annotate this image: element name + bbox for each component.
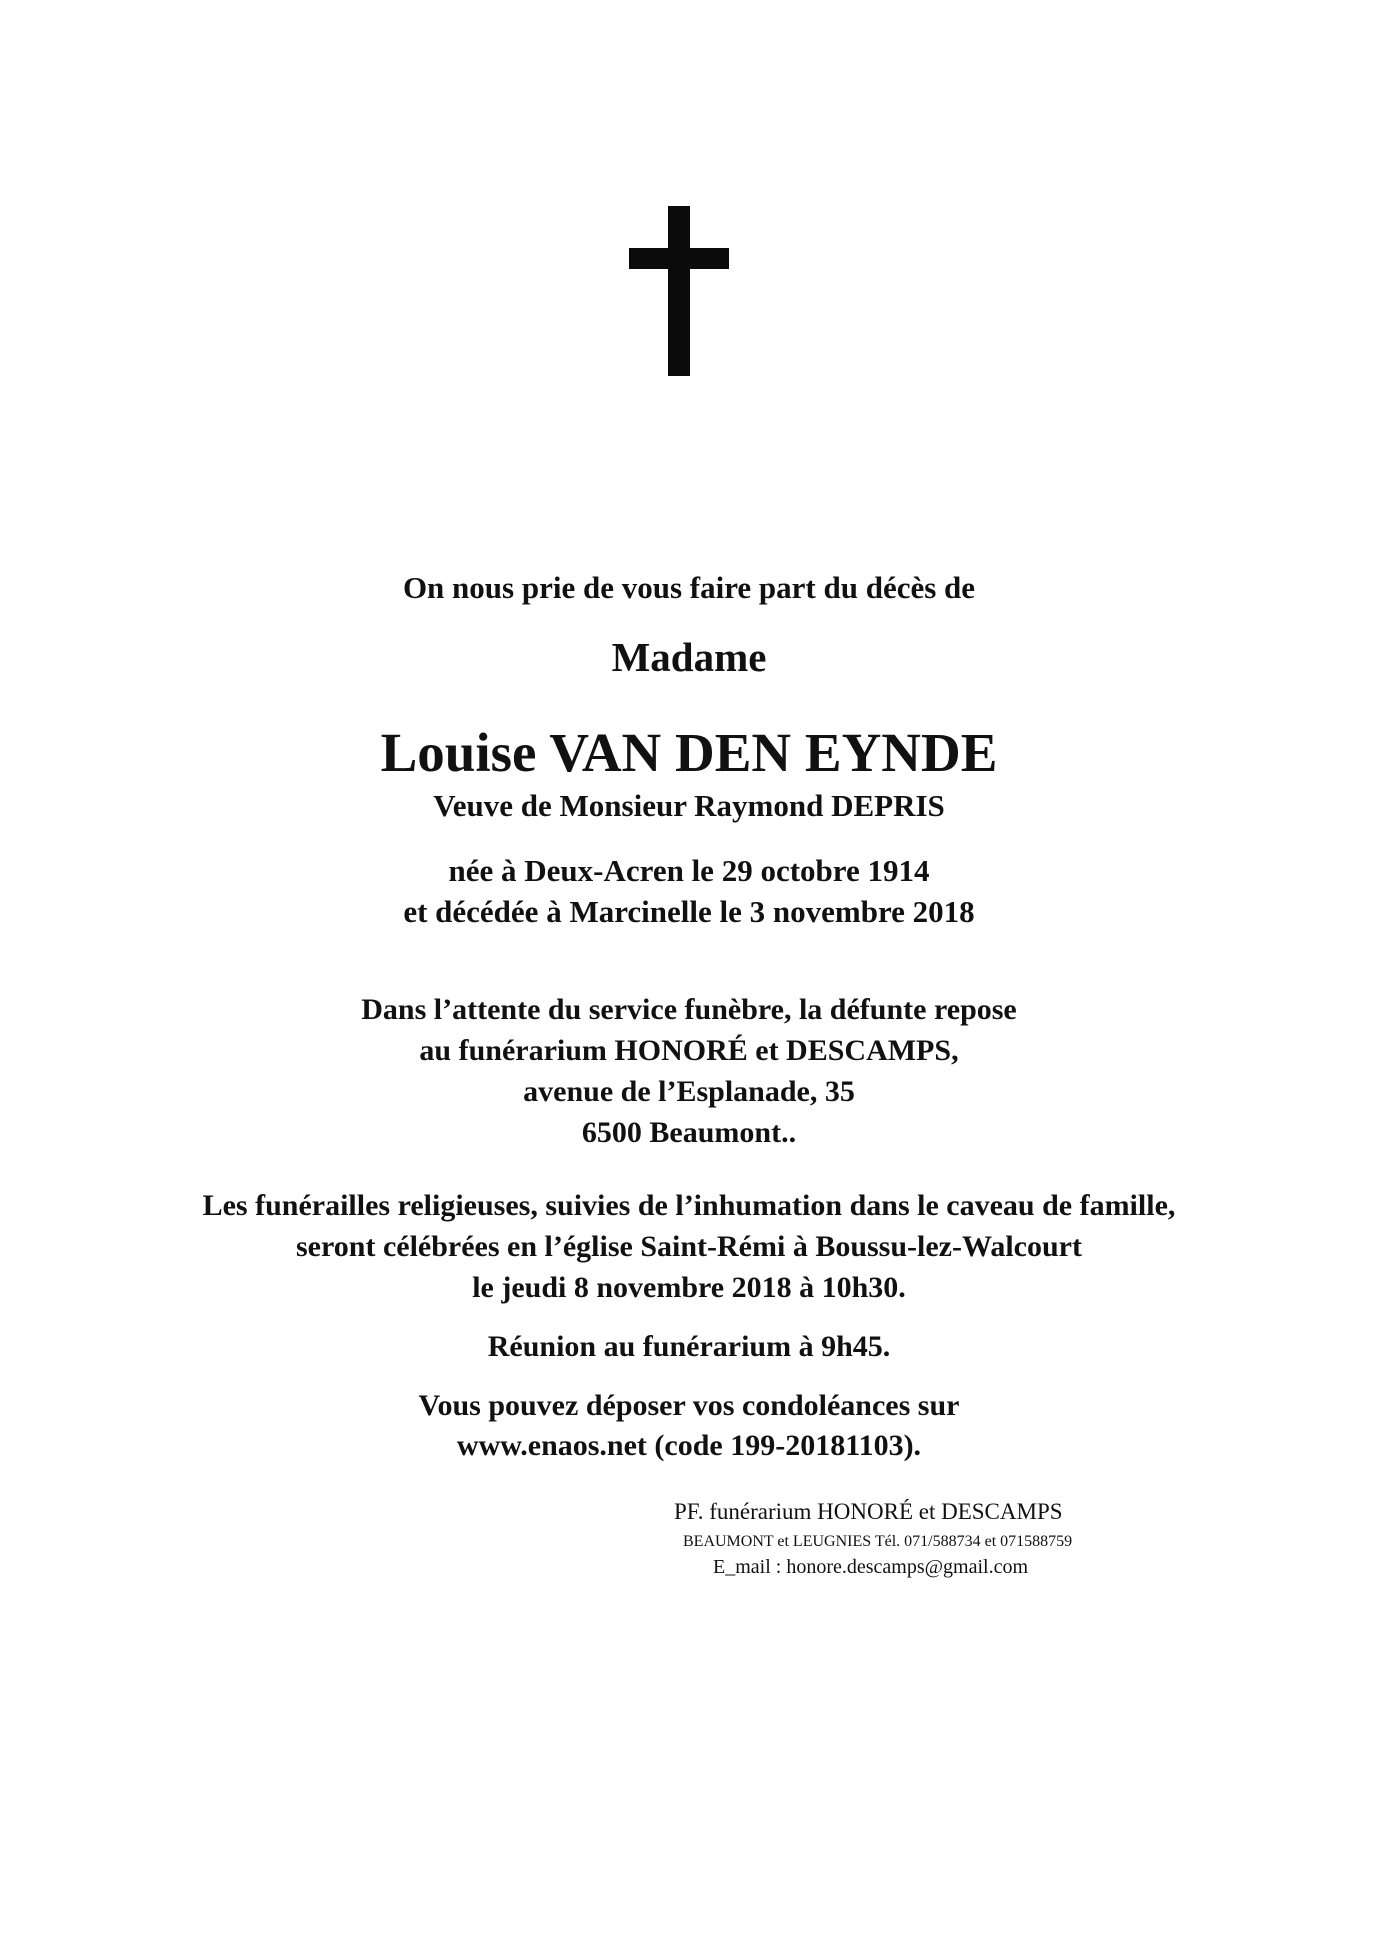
deceased-name: Louise VAN DEN EYNDE xyxy=(380,722,998,783)
meeting-line: Réunion au funérarium à 9h45. xyxy=(487,1330,891,1363)
rest-line-2: au funérarium HONORÉ et DESCAMPS, xyxy=(419,1034,959,1067)
funeral-line-1: Les funérailles religieuses, suivies de l’inhumation dans le caveau de famille, xyxy=(202,1189,1176,1222)
intro-text: On nous prie de vous faire part du décès de xyxy=(402,570,976,605)
cross-vertical-bar xyxy=(668,206,690,376)
honorific-title: Madame xyxy=(611,634,767,680)
footer-company: PF. funérarium HONORÉ et DESCAMPS xyxy=(674,1499,1063,1524)
footer-email: E_mail : honore.descamps@gmail.com xyxy=(713,1556,1029,1578)
funeral-line-3: le jeudi 8 novembre 2018 à 10h30. xyxy=(472,1271,906,1304)
condolences-link-line: www.enaos.net (code 199-20181103). xyxy=(456,1429,922,1462)
birth-line: née à Deux-Acren le 29 octobre 1914 xyxy=(448,853,930,888)
rest-line-1: Dans l’attente du service funèbre, la défunte repose xyxy=(361,993,1017,1026)
cross-horizontal-bar xyxy=(629,248,729,269)
rest-line-4: 6500 Beaumont.. xyxy=(581,1116,797,1149)
rest-line-3: avenue de l’Esplanade, 35 xyxy=(523,1075,855,1108)
funeral-line-2: seront célébrées en l’église Saint-Rémi à Boussu-lez-Walcourt xyxy=(296,1230,1082,1263)
condolences-line-1: Vous pouvez déposer vos condoléances sur xyxy=(418,1389,960,1422)
spouse-line: Veuve de Monsieur Raymond DEPRIS xyxy=(433,788,945,823)
footer-address: BEAUMONT et LEUGNIES Tél. 071/588734 et 071588759 xyxy=(683,1533,1073,1550)
death-line: et décédée à Marcinelle le 3 novembre 2018 xyxy=(403,894,975,929)
cross-icon xyxy=(629,206,729,376)
